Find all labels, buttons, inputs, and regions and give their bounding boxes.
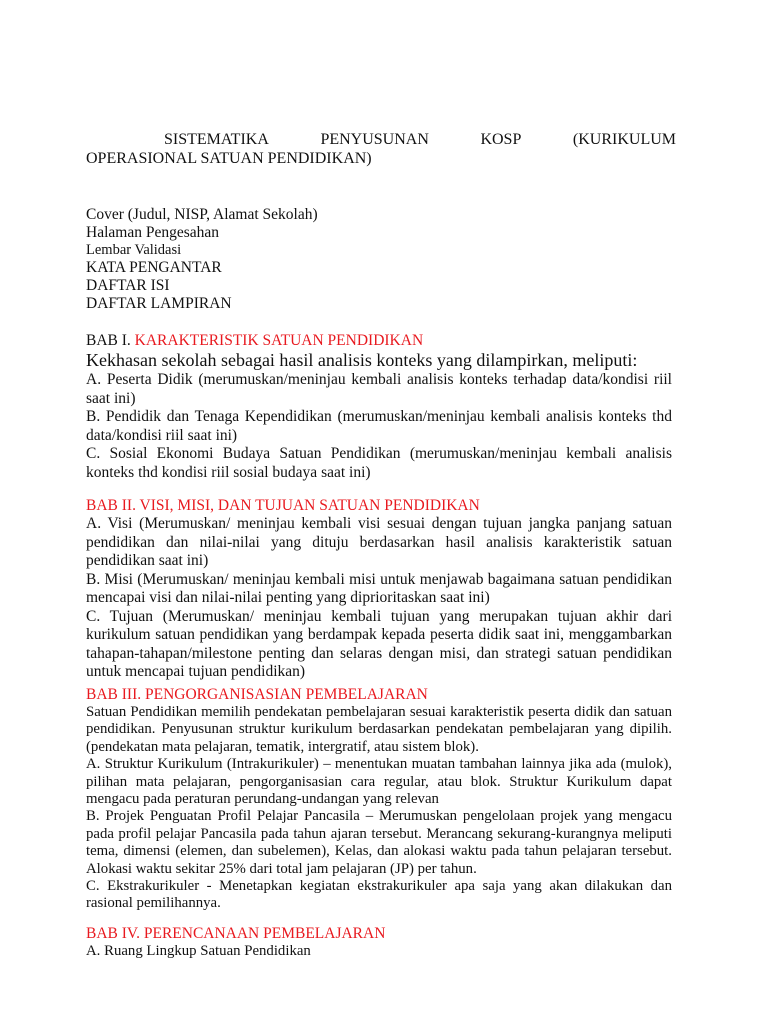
title-line-2: OPERASIONAL SATUAN PENDIDIKAN) (86, 150, 372, 167)
title-line-1 (86, 130, 676, 149)
document-title (86, 130, 676, 168)
bab1-item-c: C. Sosial Ekonomi Budaya Satuan Pendidikan (merumuskan/meninjau kembali analisis konteks thd kondisi riil sosial budaya saat ini) (86, 445, 672, 481)
bab4-item-a: A. Ruang Lingkup Satuan Pendidikan (86, 943, 311, 959)
bab4-heading: BAB IV. PERENCANAAN PEMBELAJARAN (86, 925, 386, 942)
bab1-intro: Kekhasan sekolah sebagai hasil analisis konteks yang dilampirkan, meliputi: (86, 350, 638, 370)
bab2-section (86, 496, 672, 682)
title-word: SISTEMATIKA (164, 131, 269, 148)
bab1-prefix: BAB I. (86, 332, 135, 349)
front-matter-list (86, 206, 318, 313)
bab3-item-b: B. Projek Penguatan Profil Pelajar Pancasila – Merumuskan pengelolaan projek yang mengacu pada profil pelajar Pancasila pada tahun ajaran tersebut. Merancang sekurang-kurangnya meliputi tema, dimensi (elemen, dan subelemen), Kelas, dan alokasi waktu pada tahun pelajaran tersebut. Alokasi waktu sekitar 25% dari total jam pelajaran (JP) per tahun. (86, 808, 672, 877)
front-matter-daftar-lampiran: DAFTAR LAMPIRAN (86, 295, 232, 312)
bab2-heading: BAB II. VISI, MISI, DAN TUJUAN SATUAN PENDIDIKAN (86, 497, 480, 514)
bab3-section (86, 685, 672, 913)
bab3-intro: Satuan Pendidikan memilih pendekatan pembelajaran sesuai karakteristik peserta didik dan satuan pendidikan. Penyusunan struktur kurikulum berdasarkan pendekatan pembelajaran yang dipilih.(pendekatan mata pelajaran, tematik, intergratif, atau sistem blok). (86, 704, 672, 755)
title-word: PENYUSUNAN (320, 131, 429, 148)
bab2-item-a: A. Visi (Merumuskan/ meninjau kembali visi sesuai dengan tujuan jangka panjang satuan pendidikan dan nilai-nilai yang dituju berdasarkan hasil analisis karakteristik satuan pendidikan saat ini) (86, 515, 672, 569)
bab3-item-a: A. Struktur Kurikulum (Intrakurikuler) – menentukan muatan tambahan lainnya jika ada (mulok), pilihan mata pelajaran, pengorganisasian cara regular, atau blok. Struktur Kurikulum dapat mengacu pada peraturan perundang-undangan yang relevan (86, 756, 672, 808)
bab1-section (86, 331, 672, 482)
bab2-item-b: B. Misi (Merumuskan/ meninjau kembali misi untuk menjawab bagaimana satuan pendidikan mencapai visi dan nilai-nilai penting yang diprioritaskan saat ini) (86, 570, 672, 606)
front-matter-pengesahan: Halaman Pengesahan (86, 224, 219, 241)
bab1-item-b: B. Pendidik dan Tenaga Kependidikan (merumuskan/meninjau kembali analisis konteks thd data/kondisi riil saat ini) (86, 408, 672, 444)
title-word: KOSP (480, 131, 522, 148)
front-matter-cover: Cover (Judul, NISP, Alamat Sekolah) (86, 206, 318, 223)
bab1-heading (86, 331, 672, 350)
bab3-item-c: C. Ekstrakurikuler - Menetapkan kegiatan ekstrakurikuler apa saja yang akan dilakukan dan rasional pemilihannya. (86, 878, 672, 912)
bab4-section (86, 924, 672, 960)
bab1-item-a: A. Peserta Didik (merumuskan/meninjau kembali analisis konteks terhadap data/kondisi riil saat ini) (86, 371, 672, 407)
front-matter-kata-pengantar: KATA PENGANTAR (86, 259, 222, 276)
bab1-title: KARAKTERISTIK SATUAN PENDIDIKAN (134, 332, 424, 349)
front-matter-validasi: Lembar Validasi (86, 242, 182, 258)
front-matter-daftar-isi: DAFTAR ISI (86, 277, 170, 294)
title-word: (KURIKULUM (572, 131, 676, 148)
bab3-heading: BAB III. PENGORGANISASIAN PEMBELAJARAN (86, 686, 428, 703)
bab2-item-c: C. Tujuan (Merumuskan/ meninjau kembali tujuan yang merupakan tujuan akhir dari kurikulum satuan pendidikan yang berdampak kepada peserta didik saat ini, menggambarkan tahapan-tahapan/milestone penting dan selaras dengan misi, dan strategi satuan pendidikan untuk mencapai tujuan pendidikan) (86, 607, 672, 680)
